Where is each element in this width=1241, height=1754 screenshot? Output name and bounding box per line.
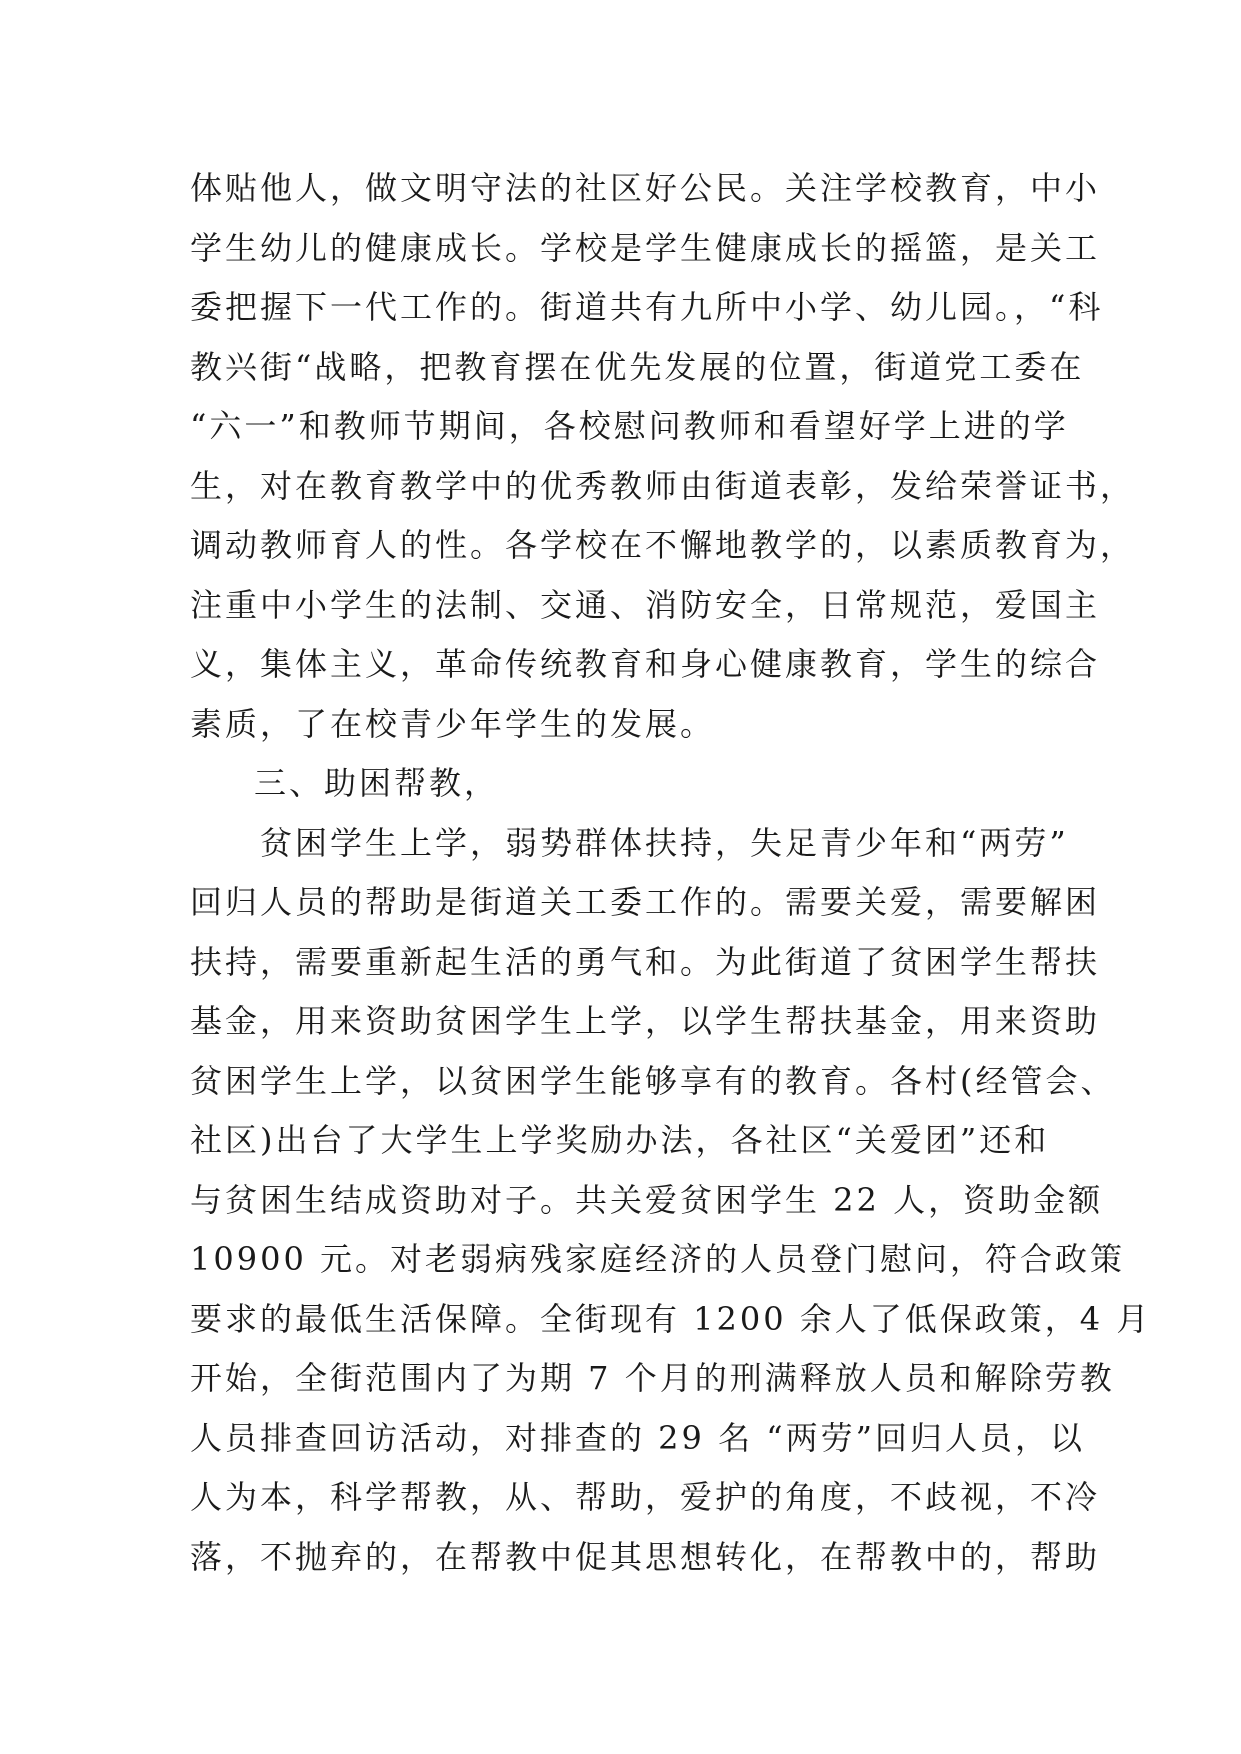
- text-line: 体贴他人，做文明守法的社区好公民。关注学校教育，中小: [190, 169, 1101, 207]
- text-line: 贫困学生上学，弱势群体扶持，失足青少年和“两劳”: [190, 823, 1069, 862]
- text-line: 委把握下一代工作的。街道共有九所中小学、幼儿园。，“科: [190, 288, 1104, 326]
- text-line: 人员排查回访活动，对排查的 29 名 “两劳”回归人员，以: [190, 1418, 1085, 1457]
- text-line: 落，不抛弃的，在帮教中促其思想转化，在帮教中的，帮助: [190, 1537, 1101, 1576]
- text-line: 教兴街“战略，把教育摆在优先发展的位置，街道党工委在: [190, 347, 1085, 386]
- text-line: 人为本，科学帮教，从、帮助，爱护的角度，不歧视，不冷: [190, 1478, 1101, 1516]
- text-line: 要求的最低生活保障。全街现有 1200 余人了低保政策，4 月: [190, 1299, 1152, 1338]
- text-line: 回归人员的帮助是街道关工委工作的。需要关爱，需要解困: [190, 883, 1101, 921]
- text-line: 注重中小学生的法制、交通、消防安全，日常规范，爱国主: [190, 585, 1101, 624]
- text-line: 生，对在教育教学中的优秀教师由街道表彰，发给荣誉证书，: [190, 466, 1136, 505]
- text-line: 开始，全街范围内了为期 7 个月的刑满释放人员和解除劳教: [190, 1359, 1115, 1397]
- text-line: 与贫困生结成资助对子。共关爱贫困学生 22 人，资助金额: [190, 1180, 1104, 1219]
- text-line: 素质，了在校青少年学生的发展。: [190, 704, 716, 743]
- text-line: 贫困学生上学，以贫困学生能够享有的教育。各村(经管会、: [190, 1061, 1116, 1100]
- body-text: [190, 159, 1152, 1587]
- text-line: 调动教师育人的性。各学校在不懈地教学的，以素质教育为，: [190, 526, 1136, 564]
- text-line: 学生幼儿的健康成长。学校是学生健康成长的摇篮，是关工: [190, 228, 1101, 267]
- text-line: 社区)出台了大学生上学奖励办法，各社区“关爱团”还和: [190, 1121, 1050, 1159]
- text-line: 扶持，需要重新起生活的勇气和。为此街道了贫困学生帮扶: [190, 942, 1101, 981]
- text-line: “六一”和教师节期间，各校慰问教师和看望好学上进的学: [190, 407, 1069, 445]
- text-line: 义，集体主义，革命传统教育和身心健康教育，学生的综合: [190, 645, 1101, 683]
- text-line: 基金，用来资助贫困学生上学，以学生帮扶基金，用来资助: [190, 1002, 1101, 1040]
- text-line: 10900 元。对老弱病残家庭经济的人员登门慰问，符合政策: [190, 1240, 1125, 1278]
- section-heading: 三、助困帮教，: [254, 764, 500, 802]
